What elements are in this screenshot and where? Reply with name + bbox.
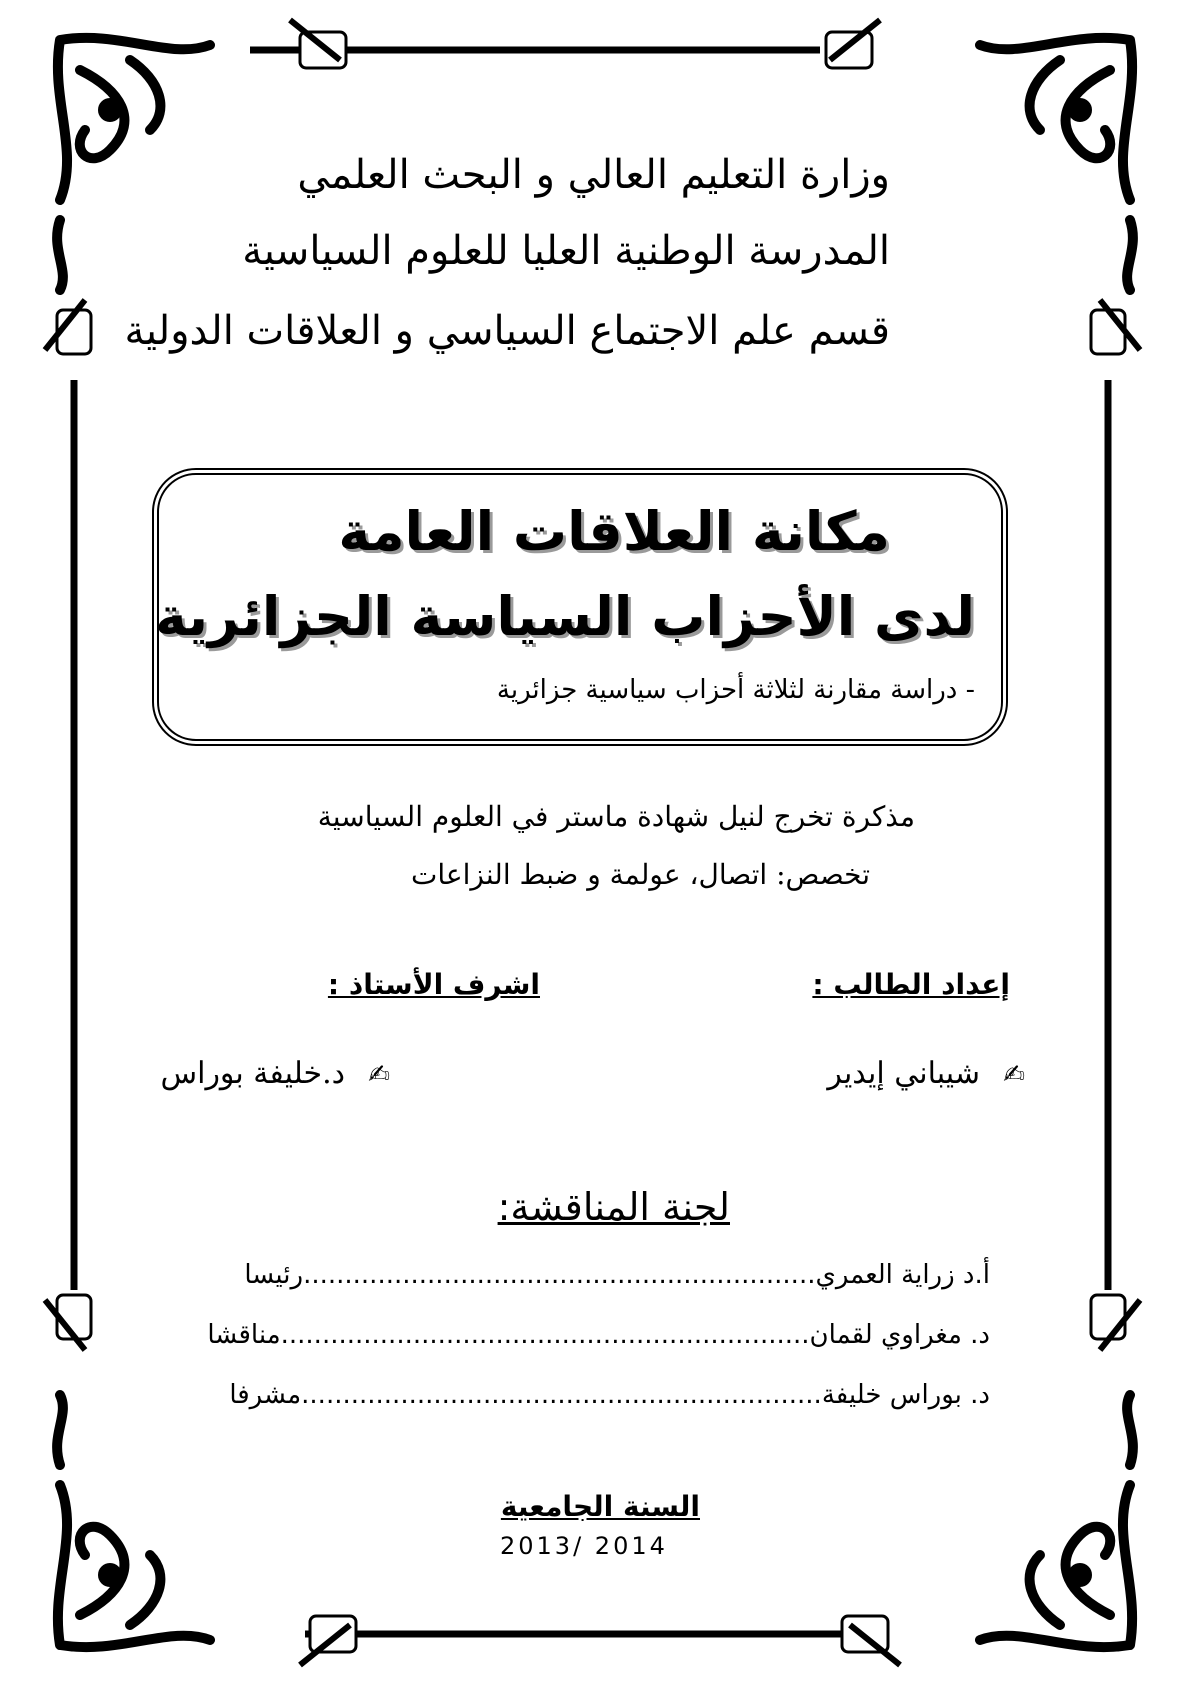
committee-member-supervisor: د. بوراس خليفة...............................................................مشرفا — [229, 1380, 990, 1410]
quill-icon: ✍ — [368, 1060, 390, 1090]
quill-icon: ✍ — [1003, 1060, 1025, 1090]
ministry-name: وزارة التعليم العالي و البحث العلمي — [297, 152, 890, 198]
student-name: شيباني إيدير — [827, 1056, 980, 1091]
committee-member-examiner: د. مغراوي لقمان................................................................مناقشا — [207, 1320, 990, 1350]
thesis-description: مذكرة تخرج لنيل شهادة ماستر في العلوم السياسية — [317, 800, 915, 833]
title-line-1: مكانة العلاقات العامة — [338, 500, 890, 563]
supervisor-label: اشرف الأستاذ : — [327, 968, 540, 1001]
department-name: قسم علم الاجتماع السياسي و العلاقات الدولية — [124, 308, 890, 354]
title-line-2: لدى الأحزاب السياسة الجزائرية — [155, 585, 975, 648]
committee-member-president: أ.د زراية العمري..............................................................رئيسا — [244, 1260, 990, 1290]
specialization: تخصص: اتصال، عولمة و ضبط النزاعات — [411, 858, 870, 891]
student-label: إعداد الطالب : — [812, 968, 1010, 1001]
subtitle: - دراسة مقارنة لثلاثة أحزاب سياسية جزائرية — [496, 675, 975, 705]
committee-title: لجنة المناقشة: — [497, 1185, 730, 1229]
academic-year-value: 2013/ 2014 — [500, 1532, 668, 1560]
supervisor-name: د.خليفة بوراس — [160, 1056, 345, 1091]
school-name: المدرسة الوطنية العليا للعلوم السياسية — [242, 228, 890, 274]
academic-year-label: السنة الجامعية — [500, 1490, 700, 1523]
